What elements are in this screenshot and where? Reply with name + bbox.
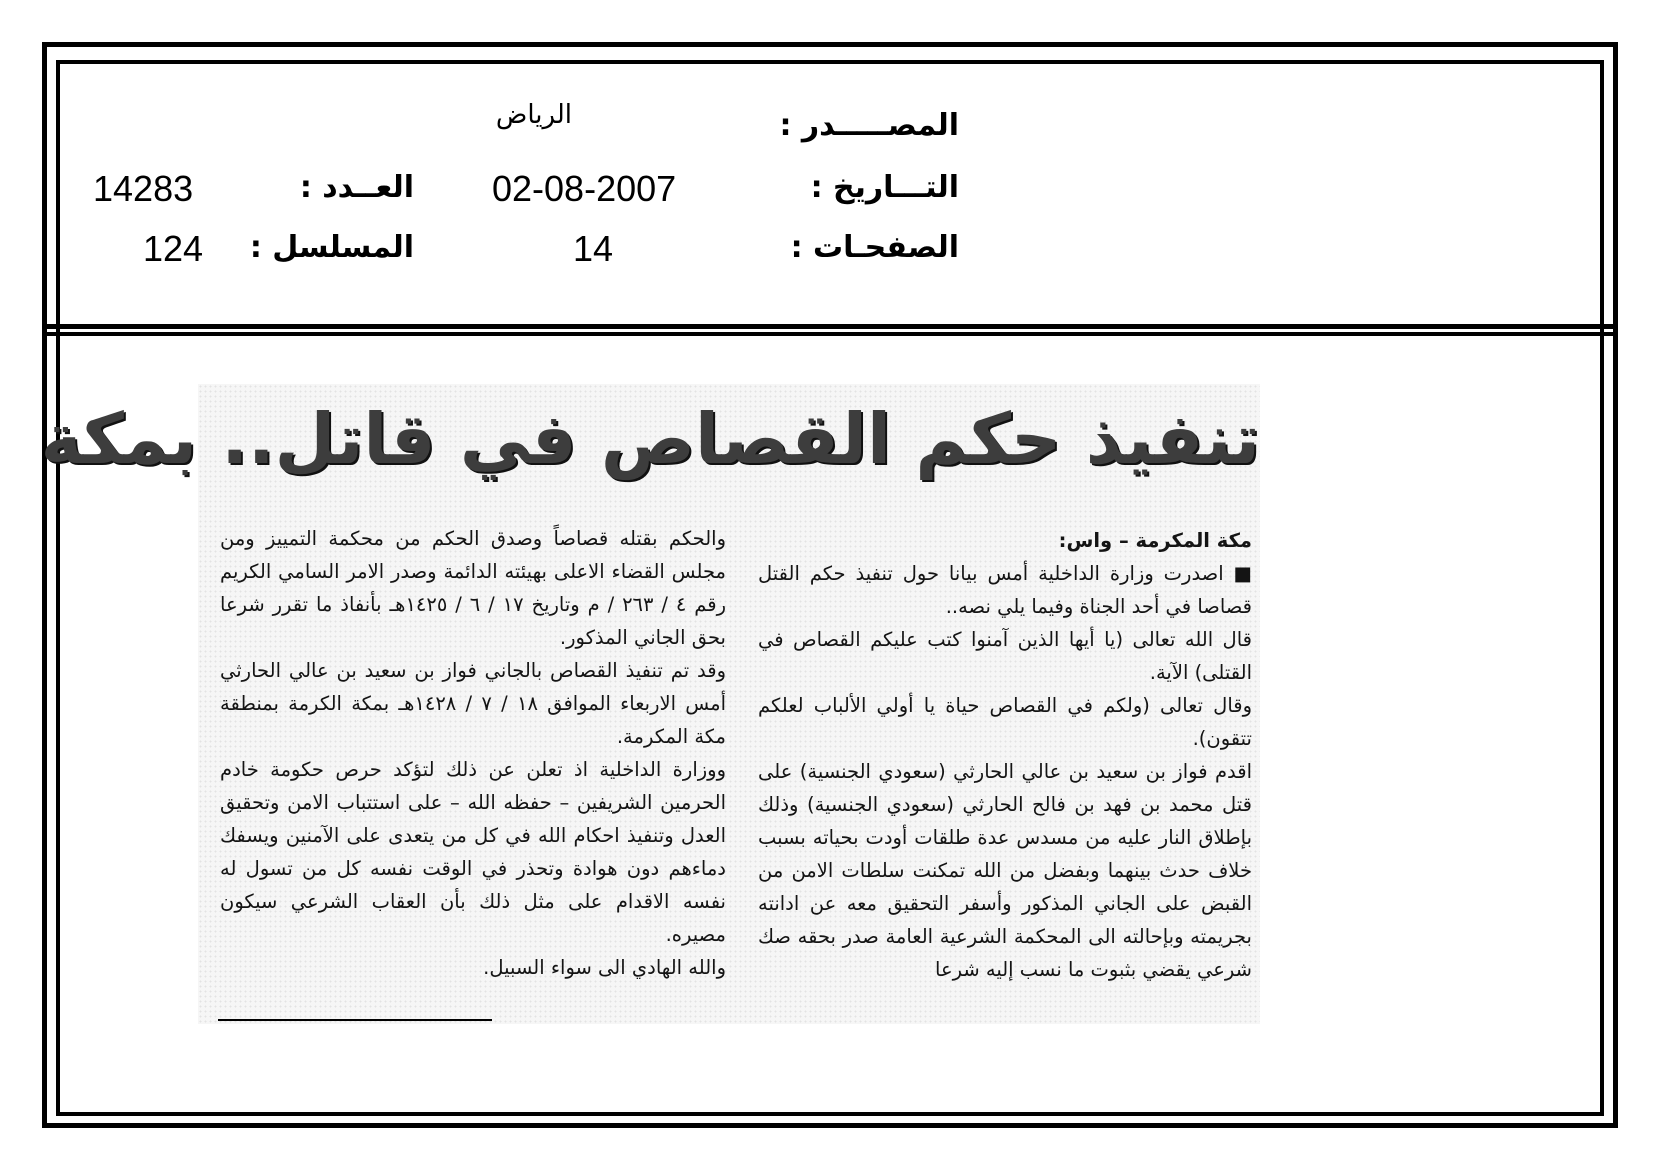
source-label: المصـــــدر : [779, 108, 959, 143]
article-paragraph: ووزارة الداخلية اذ تعلن عن ذلك لتؤكد حرص حكومة خادم الحرمين الشريفين – حفظه الله – على استتباب الامن وتحقيق العدل وتنفيذ احكام الله في كل من يتعدى على الآمنين ويسفك دماءهم دون هوادة وتحذر في الوقت نفسه كل من تسول له نفسه الاقدام على مثل ذلك بأن العقاب الشرعي سيكون مصيره. [220, 758, 726, 946]
article-paragraph: وقال تعالى (ولكم في القصاص حياة يا أولي الألباب لعلكم تتقون). [758, 694, 1252, 750]
newspaper-clipping [40, 384, 1260, 1024]
end-rule [218, 1019, 492, 1021]
article-headline: تنفيذ حكم القصاص في قاتل.. بمكة [40, 398, 1260, 480]
article-dateline: مكة المكرمة – واس: [1058, 529, 1252, 552]
serial-label: المسلسل : [249, 230, 414, 265]
serial-value: 124 [143, 228, 204, 269]
article-paragraph: وقد تم تنفيذ القصاص بالجاني فواز بن سعيد بن عالي الحارثي أمس الاربعاء الموافق ١٨ / ٧ / ١٤٢٨هـ بمكة الكرمة بمنطقة مكة المكرمة. [220, 659, 727, 748]
article-paragraph: والله الهادي الى سواء السبيل. [483, 956, 726, 979]
pages-value: 14 [573, 228, 614, 269]
issue-value: 14283 [93, 168, 194, 209]
article-left-column [220, 522, 726, 984]
article-paragraph: والحكم بقتله قصاصاً وصدق الحكم من محكمة التمييز ومن مجلس القضاء الاعلى بهيئته الدائمة وصدر الامر السامي الكريم رقم ٤ / ٢٦٣ / م وتاريخ ١٧ / ٦ / ١٤٢٥هـ بأنفاذ ما تقرر شرعا بحق الجاني المذكور. [220, 527, 726, 649]
article-paragraph: ■ اصدرت وزارة الداخلية أمس بيانا حول تنفيذ حكم القتل قصاصا في أحد الجناة وفيما يلي نصه.. [758, 562, 1252, 618]
source-value: الرياض [495, 100, 572, 130]
article-paragraph: اقدم فواز بن سعيد بن عالي الحارثي (سعودي الجنسية) على قتل محمد بن فهد بن فالح الحارثي (سعودي الجنسية) وذلك بإطلاق النار عليه من مسدس عدة طلقات أودت بحياته بسبب خلاف حدث بينهما وبفضل من الله تمكنت سلطات الامن من القبض على الجاني المذكور وأسفر التحقيق معه عن ادانته بجريمته وبإحالته الى المحكمة الشرعية العامة صدر بحقه صك شرعي يقضي بثبوت ما نسب إليه شرعا [758, 760, 1252, 981]
date-value: 02-08-2007 [492, 168, 677, 209]
pages-label: الصفحـات : [790, 230, 959, 265]
article-right-column [758, 524, 1252, 986]
header-divider [42, 324, 1618, 336]
date-label: التـــاريخ : [810, 170, 959, 205]
article-paragraph: قال الله تعالى (يا أيها الذين آمنوا كتب عليكم القصاص في القتلى) الآية. [758, 628, 1252, 684]
issue-label: العــدد : [299, 170, 414, 205]
